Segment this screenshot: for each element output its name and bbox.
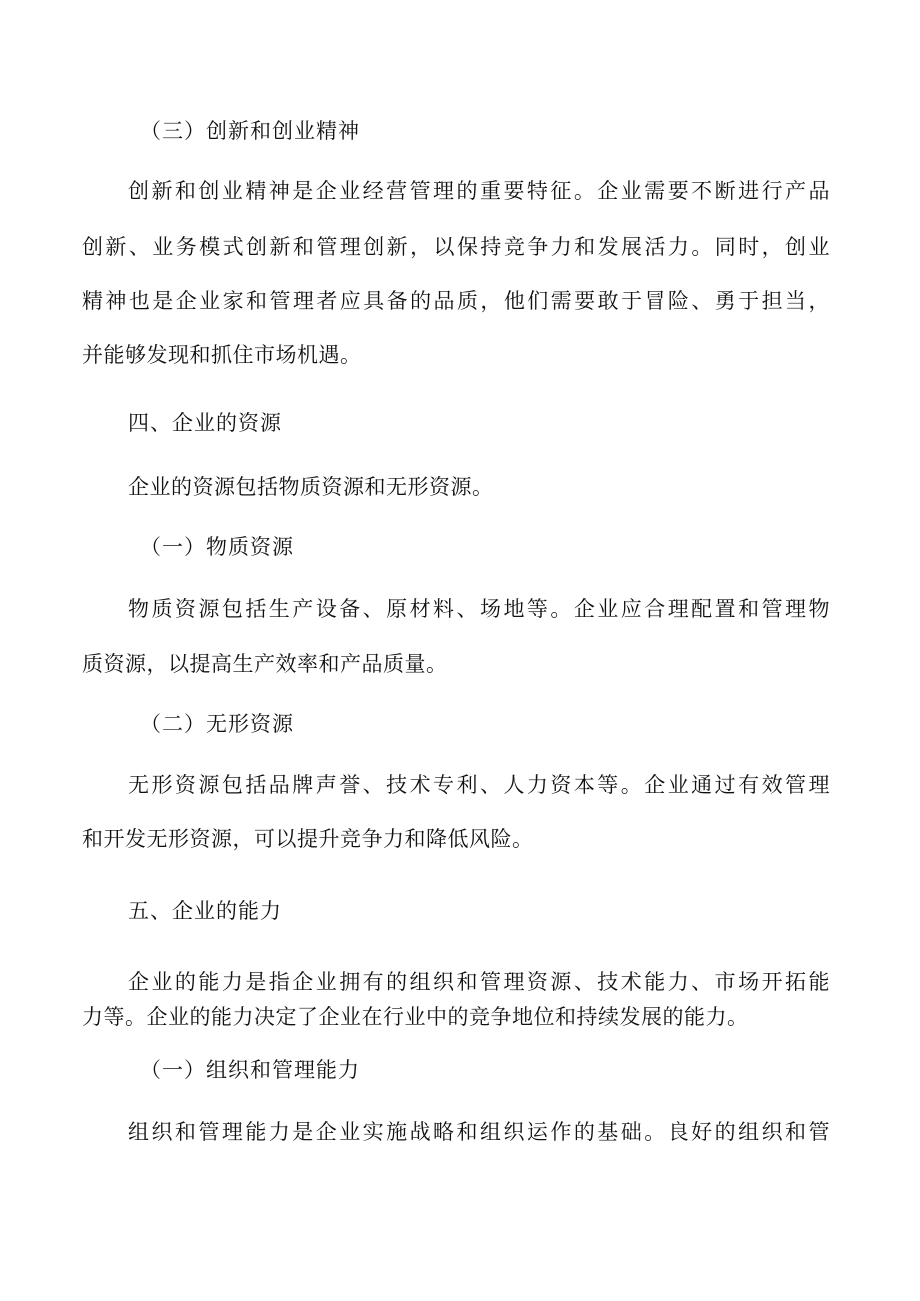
paragraph-line: 企业的能力是指企业拥有的组织和管理资源、技术能力、市场开拓能 bbox=[128, 970, 830, 994]
paragraph-line: 质资源，以提高生产效率和产品质量。 bbox=[82, 652, 448, 676]
paragraph-line: 企业的资源包括物质资源和无形资源。 bbox=[128, 475, 494, 499]
paragraph-line: 精神也是企业家和管理者应具备的品质，他们需要敢于冒险、勇于担当， bbox=[82, 289, 830, 313]
paragraph-line: 创新和创业精神是企业经营管理的重要特征。企业需要不断进行产品 bbox=[128, 179, 830, 203]
subsection-heading-intangible-resources: （二）无形资源 bbox=[140, 712, 294, 736]
subsection-heading-physical-resources: （一）物质资源 bbox=[140, 535, 294, 559]
subsection-heading-innovation: （三）创新和创业精神 bbox=[140, 119, 360, 143]
section-heading-resources: 四、企业的资源 bbox=[128, 411, 282, 435]
section-heading-capabilities: 五、企业的能力 bbox=[128, 899, 282, 923]
subsection-heading-organization-management: （一）组织和管理能力 bbox=[140, 1058, 360, 1082]
paragraph-line: 并能够发现和抓住市场机遇。 bbox=[82, 343, 362, 367]
paragraph-line: 创新、业务模式创新和管理创新，以保持竞争力和发展活力。同时，创业 bbox=[82, 235, 830, 259]
paragraph-line: 组织和管理能力是企业实施战略和组织运作的基础。良好的组织和管 bbox=[128, 1120, 830, 1144]
paragraph-line: 无形资源包括品牌声誉、技术专利、人力资本等。企业通过有效管理 bbox=[128, 773, 830, 797]
paragraph-line: 物质资源包括生产设备、原材料、场地等。企业应合理配置和管理物 bbox=[128, 597, 830, 621]
paragraph-line: 力等。企业的能力决定了企业在行业中的竞争地位和持续发展的能力。 bbox=[82, 1005, 749, 1029]
paragraph-line: 和开发无形资源，可以提升竞争力和降低风险。 bbox=[82, 827, 534, 851]
